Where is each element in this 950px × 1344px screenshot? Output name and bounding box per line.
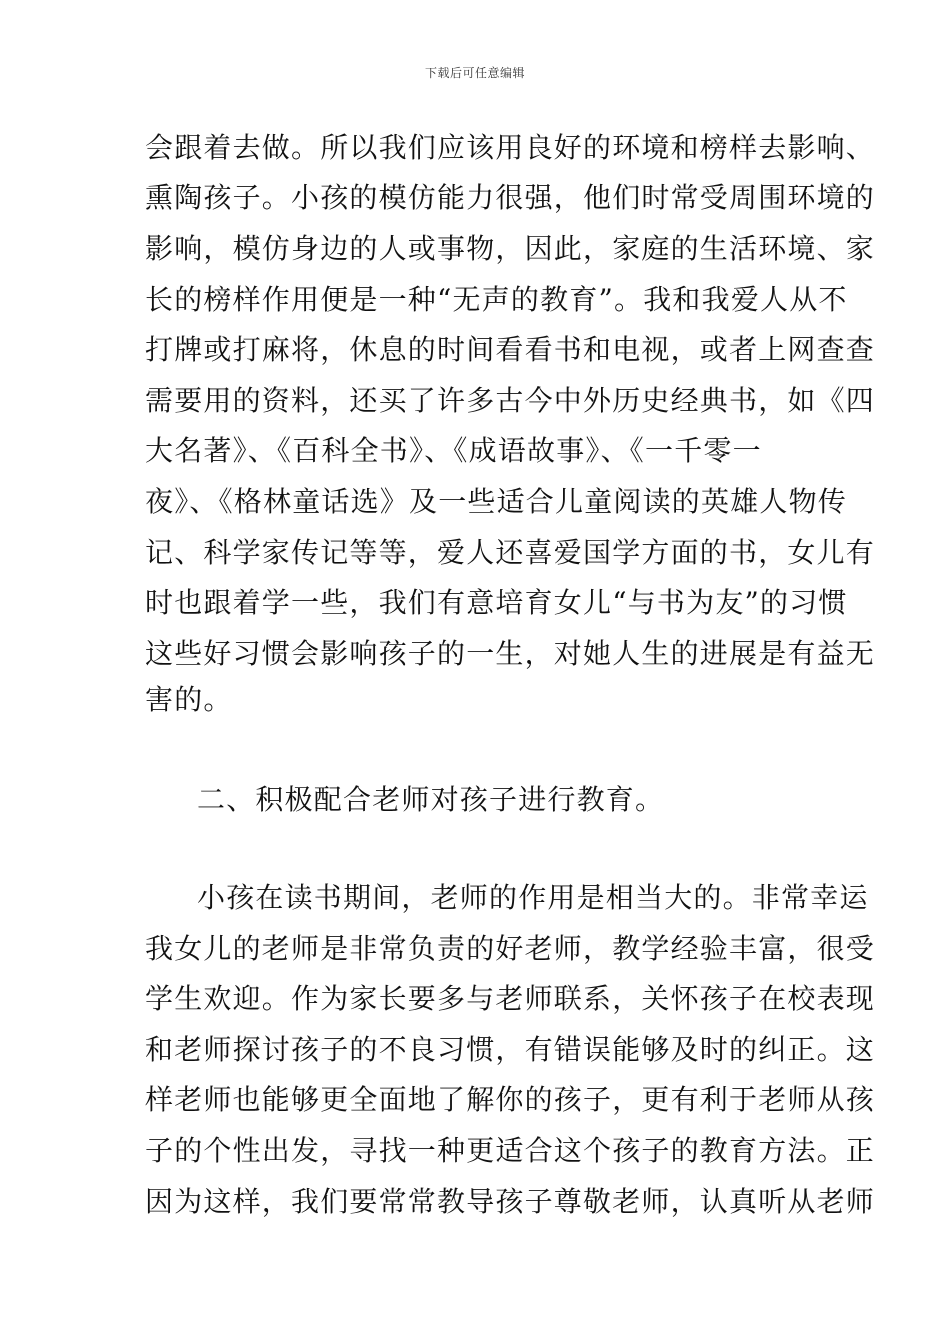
body-line: 子的个性出发，寻找一种更适合这个孩子的教育方法。正	[145, 1134, 876, 1167]
body-line: 影响，模仿身边的人或事物，因此，家庭的生活环境、家	[145, 232, 876, 265]
body-line: 和老师探讨孩子的不良习惯，有错误能够及时的纠正。这	[145, 1033, 876, 1066]
body-line: 小孩在读书期间，老师的作用是相当大的。非常幸运	[197, 881, 869, 914]
body-line: 因为这样，我们要常常教导孩子尊敬老师，认真听从老师	[145, 1185, 876, 1218]
body-line: 害的。	[145, 683, 233, 716]
body-line: 大名著》、《百科全书》、《成语故事》、《一千零一	[145, 434, 762, 467]
section-heading: 二、积极配合老师对孩子进行教育。	[197, 783, 665, 816]
body-line: 长的榜样作用便是一种“无声的教育”。我和我爱人从不	[145, 283, 848, 316]
body-line: 会跟着去做。所以我们应该用良好的环境和榜样去影响、	[145, 131, 876, 164]
body-line: 这些好习惯会影响孩子的一生，对她人生的进展是有益无	[145, 637, 876, 670]
body-line: 我女儿的老师是非常负责的好老师，教学经验丰富，很受	[145, 932, 876, 965]
body-line: 需要用的资料，还买了许多古今中外历史经典书，如《四	[145, 384, 876, 417]
page-header: 下载后可任意编辑	[424, 66, 525, 80]
body-line: 打牌或打麻将，休息的时间看看书和电视，或者上网查查	[145, 333, 876, 366]
body-line: 学生欢迎。作为家长要多与老师联系，关怀孩子在校表现	[145, 982, 876, 1015]
body-line: 熏陶孩子。小孩的模仿能力很强，他们时常受周围环境的	[145, 181, 876, 214]
body-line: 时也跟着学一些，我们有意培育女儿“与书为友”的习惯	[145, 586, 848, 619]
body-line: 夜》、《格林童话选》及一些适合儿童阅读的英雄人物传	[145, 485, 848, 518]
body-line: 样老师也能够更全面地了解你的孩子，更有利于老师从孩	[145, 1083, 876, 1116]
body-line: 记、科学家传记等等，爱人还喜爱国学方面的书，女儿有	[145, 536, 876, 569]
